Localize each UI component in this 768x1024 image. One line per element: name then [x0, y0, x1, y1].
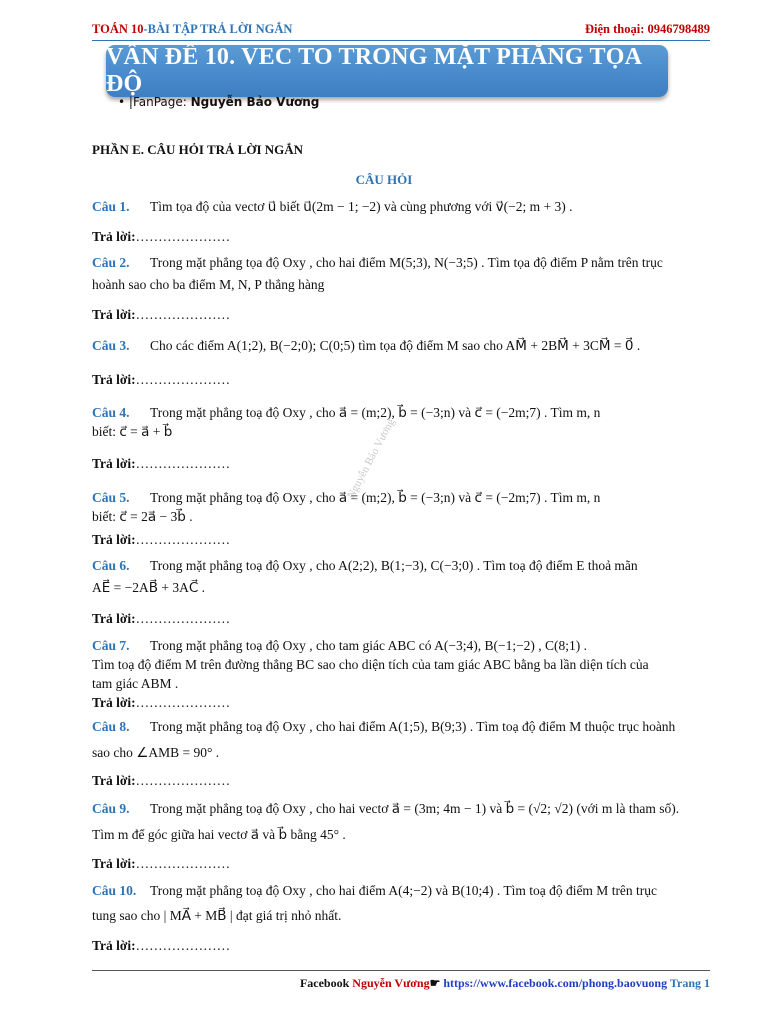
question-text-line-2: Tìm toạ độ điểm M trên đường thẳng BC sao cho diện tích của tam giác ABC bằng ba lần diện tích của [92, 657, 649, 672]
footer-facebook-link[interactable]: https://www.facebook.com/phong.baovuong [443, 976, 668, 990]
answer-label: Trả lời: [92, 773, 136, 788]
answer-6 [92, 609, 230, 628]
answer-dots: ………………… [135, 938, 231, 953]
fanpage-name: Nguyễn Bảo Vương [190, 95, 320, 109]
question-text: Trong mặt phẳng toạ độ Oxy , cho A(2;2), B(1;−3), C(−3;0) . Tìm toạ độ điểm E thoả mãn [150, 558, 638, 573]
answer-9 [92, 854, 230, 873]
question-number: Câu 9. [92, 801, 130, 816]
question-number: Câu 10. [92, 883, 137, 898]
question-10 [92, 881, 712, 925]
question-text-line-2: Tìm m để góc giữa hai vectơ a⃗ và b⃗ bằng 45° . [92, 827, 346, 842]
answer-dots: ………………… [135, 229, 231, 244]
question-text: Cho các điểm A(1;2), B(−2;0); C(0;5) tìm tọa độ điểm M sao cho AM⃗ + 2BM⃗ + 3CM⃗ = 0⃗ . [150, 338, 641, 353]
answer-8 [92, 771, 230, 790]
question-5 [92, 488, 712, 526]
question-text-line-2: tung sao cho | MA⃗ + MB⃗ | đạt giá trị nhỏ nhất. [92, 908, 342, 923]
question-number: Câu 4. [92, 405, 130, 420]
question-1 [92, 197, 712, 216]
answer-label: Trả lời: [92, 456, 136, 471]
questions-heading: CÂU HỎI [355, 172, 413, 187]
answer-dots: ………………… [135, 773, 231, 788]
question-text: Trong mặt phẳng toạ độ Oxy , cho a⃗ = (m;2), b⃗ = (−3;n) và c⃗ = (−2m;7) . Tìm m, n [150, 490, 601, 505]
question-text: Trong mặt phẳng toạ độ Oxy , cho hai vectơ a⃗ = (3m; 4m − 1) và b⃗ = (√2; √2) (với m là tham số). [150, 801, 680, 816]
header-subject [92, 22, 292, 37]
question-text: Trong mặt phẳng toạ độ Oxy , cho a⃗ = (m;2), b⃗ = (−3;n) và c⃗ = (−2m;7) . Tìm m, n [150, 405, 601, 420]
fanpage-line [118, 95, 319, 109]
answer-label: Trả lời: [92, 938, 136, 953]
question-3 [92, 336, 712, 355]
answer-2 [92, 305, 230, 324]
answer-dots: ………………… [135, 372, 231, 387]
question-6 [92, 556, 712, 597]
answer-dots: ………………… [135, 856, 231, 871]
page-header [92, 22, 710, 42]
answer-label: Trả lời: [92, 695, 136, 710]
header-phone: Điện thoại: 0946798489 [585, 22, 710, 36]
question-number: Câu 6. [92, 558, 130, 573]
question-number: Câu 2. [92, 255, 130, 270]
section-title: PHẦN E. CÂU HỎI TRẢ LỜI NGẮN [92, 142, 304, 157]
answer-dots: ………………… [135, 611, 231, 626]
answer-label: Trả lời: [92, 307, 136, 322]
answer-3 [92, 370, 230, 389]
question-text: Trong mặt phẳng tọa độ Oxy , cho hai điểm M(5;3), N(−3;5) . Tìm tọa độ điểm P nằm trên trục [150, 255, 663, 270]
question-7 [92, 636, 712, 693]
answer-label: Trả lời: [92, 372, 136, 387]
answer-dots: ………………… [135, 695, 231, 710]
answer-label: Trả lời: [92, 229, 136, 244]
answer-label: Trả lời: [92, 856, 136, 871]
question-8 [92, 717, 712, 762]
question-text-line-2: sao cho ∠AMB = 90° . [92, 745, 220, 760]
header-subject-suffix: -BÀI TẬP TRẢ LỜI NGẮN [143, 22, 293, 36]
question-text: Trong mặt phẳng toạ độ Oxy , cho hai điểm A(4;−2) và B(10;4) . Tìm toạ độ điểm M trên trục [150, 883, 658, 898]
answer-5 [92, 530, 230, 549]
question-number: Câu 8. [92, 719, 130, 734]
question-text-line-2: hoành sao cho ba điểm M, N, P thẳng hàng [92, 277, 325, 292]
question-text-line-2: biết: c⃗ = 2a⃗ − 3b⃗ . [92, 509, 193, 524]
question-9 [92, 799, 712, 844]
question-text: Trong mặt phẳng toạ độ Oxy , cho tam giác ABC có A(−3;4), B(−1;−2) , C(8;1) . [150, 638, 588, 653]
footer-divider [92, 970, 710, 971]
pointing-hand-icon: ☛ [429, 976, 441, 990]
answer-dots: ………………… [135, 307, 231, 322]
footer-facebook-label: Facebook [299, 976, 350, 990]
answer-label: Trả lời: [92, 611, 136, 626]
footer-author-name: Nguyễn Vương [352, 976, 430, 990]
header-subject-prefix: TOÁN 10 [92, 22, 144, 36]
answer-dots: ………………… [135, 456, 231, 471]
title-banner: VẤN ĐỀ 10. VEC TO TRONG MẶT PHẲNG TỌA ĐỘ [106, 45, 668, 97]
answer-1 [92, 227, 230, 246]
question-text-line-2: biết: c⃗ = a⃗ + b⃗ [92, 424, 173, 439]
fanpage-label: |FanPage: [128, 95, 187, 109]
answer-7 [92, 693, 230, 712]
question-text: Trong mặt phẳng toạ độ Oxy , cho hai điểm A(1;5), B(9;3) . Tìm toạ độ điểm M thuộc trục hoành [150, 719, 676, 734]
question-text: Tìm tọa độ của vectơ u⃗ biết u⃗(2m − 1; −2) và cùng phương với v⃗(−2; m + 3) . [150, 199, 573, 214]
bullet-icon: • [118, 95, 126, 109]
watermark: Nguyễn Bảo Vương [345, 416, 398, 501]
question-4 [92, 403, 712, 441]
answer-dots: ………………… [135, 532, 231, 547]
header-divider [92, 40, 710, 41]
question-number: Câu 5. [92, 490, 130, 505]
page-footer [300, 976, 710, 991]
answer-10 [92, 936, 230, 955]
question-number: Câu 7. [92, 638, 130, 653]
question-text-line-3: tam giác ABM . [92, 676, 179, 691]
answer-4 [92, 454, 230, 473]
question-text-line-2: AE⃗ = −2AB⃗ + 3AC⃗ . [92, 580, 206, 595]
page-number: Trang 1 [669, 976, 710, 990]
question-number: Câu 3. [92, 338, 130, 353]
question-2 [92, 253, 712, 294]
answer-label: Trả lời: [92, 532, 136, 547]
question-number: Câu 1. [92, 199, 130, 214]
